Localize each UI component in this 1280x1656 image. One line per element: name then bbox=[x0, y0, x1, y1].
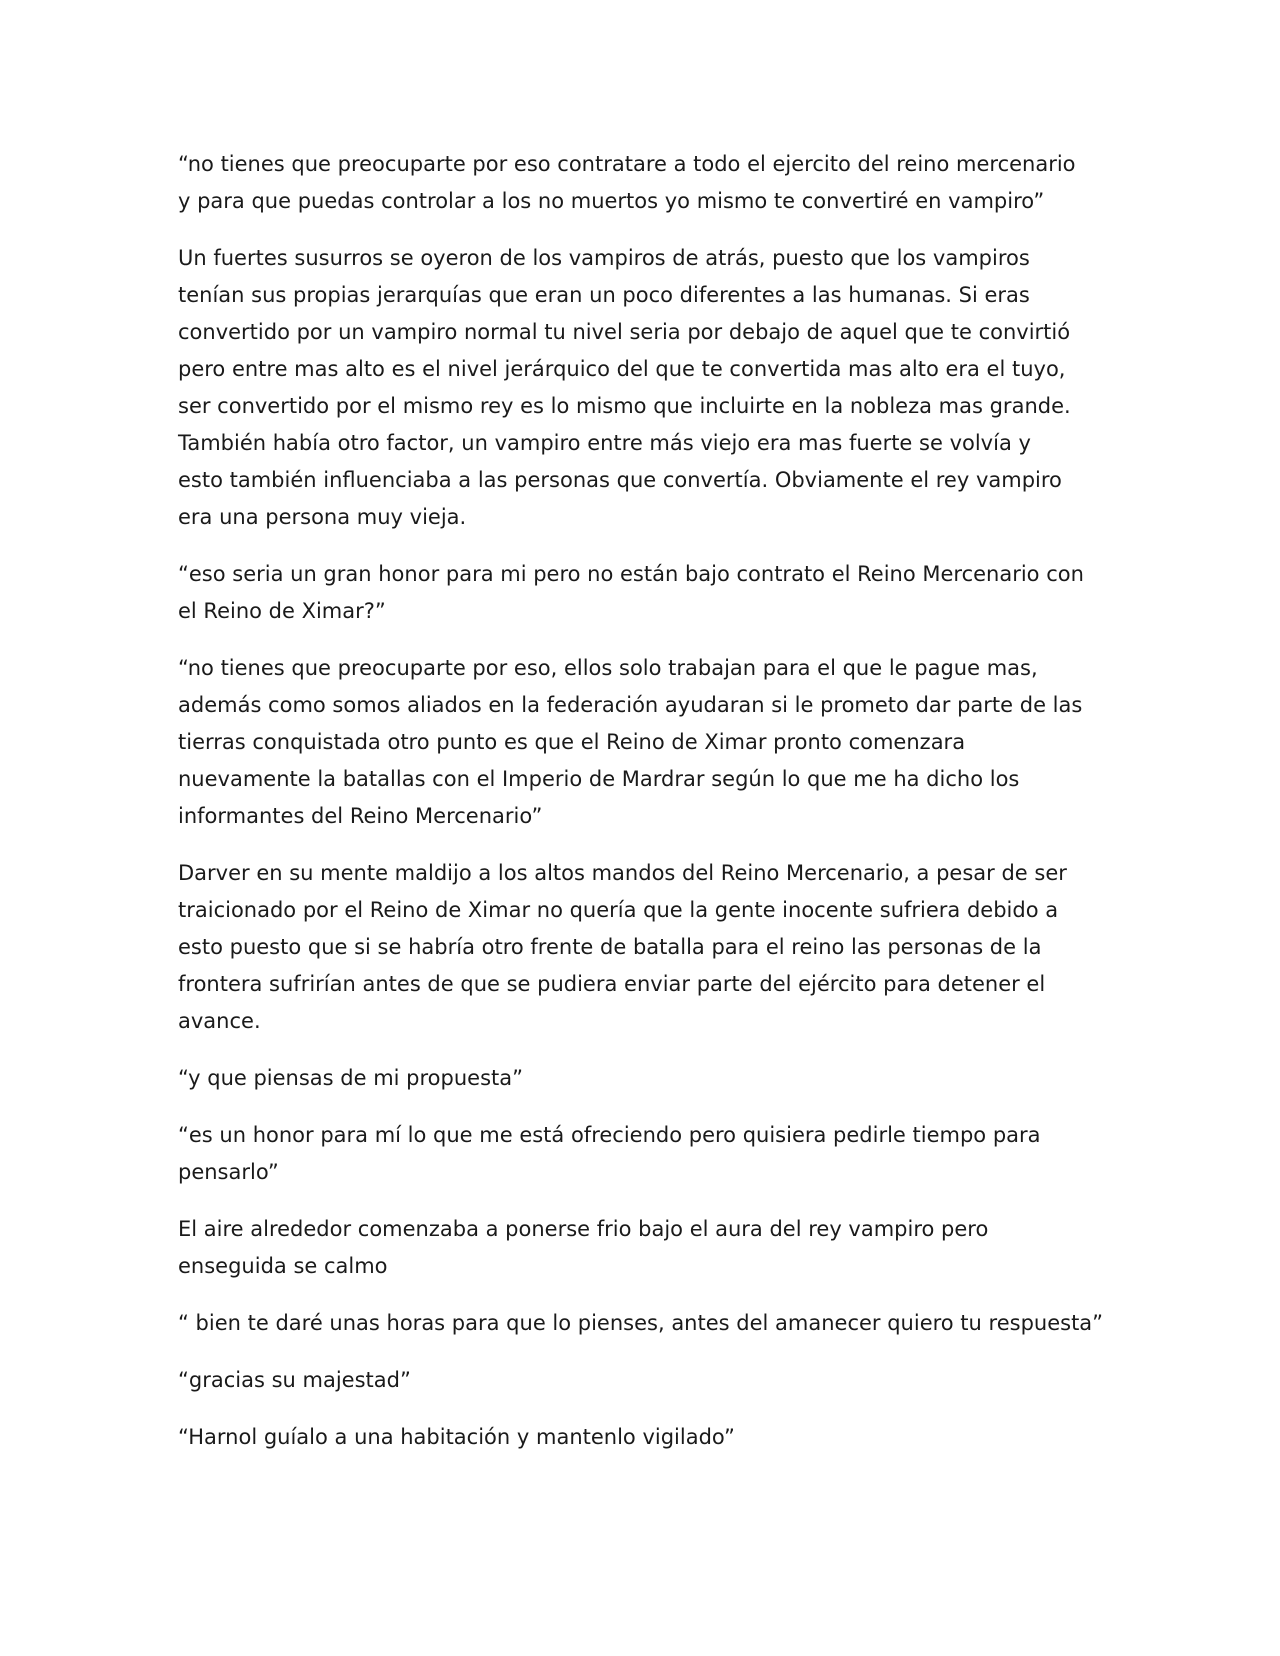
text-line: “Harnol guíalo a una habitación y mantenlo vigilado” bbox=[178, 1425, 735, 1449]
text-line: Darver en su mente maldijo a los altos mandos del Reino Mercenario, a pesar de ser bbox=[178, 861, 1067, 885]
text-line: “es un honor para mí lo que me está ofreciendo pero quisiera pedirle tiempo para bbox=[178, 1123, 1041, 1147]
text-line: avance. bbox=[178, 1009, 261, 1033]
paragraph bbox=[178, 146, 1108, 220]
text-line: Un fuertes susurros se oyeron de los vampiros de atrás, puesto que los vampiros bbox=[178, 246, 1030, 270]
text-line: traicionado por el Reino de Ximar no quería que la gente inocente sufriera debido a bbox=[178, 898, 1059, 922]
text-line: convertido por un vampiro normal tu nivel seria por debajo de aquel que te convirtió bbox=[178, 320, 1071, 344]
text-line: nuevamente la batallas con el Imperio de Mardrar según lo que me ha dicho los bbox=[178, 767, 1020, 791]
text-line: ser convertido por el mismo rey es lo mismo que incluirte en la nobleza mas grande. bbox=[178, 394, 1071, 418]
text-line: informantes del Reino Mercenario” bbox=[178, 804, 543, 828]
paragraph bbox=[178, 1305, 1108, 1342]
text-line: esto puesto que si se habría otro frente de batalla para el reino las personas de la bbox=[178, 935, 1042, 959]
text-line: “gracias su majestad” bbox=[178, 1368, 411, 1392]
text-line: tenían sus propias jerarquías que eran un poco diferentes a las humanas. Si eras bbox=[178, 283, 1030, 307]
text-line: tierras conquistada otro punto es que el Reino de Ximar pronto comenzara bbox=[178, 730, 966, 754]
paragraph bbox=[178, 556, 1108, 630]
text-line: El aire alrededor comenzaba a ponerse frio bajo el aura del rey vampiro pero bbox=[178, 1217, 989, 1241]
text-line: “no tienes que preocuparte por eso, ellos solo trabajan para el que le pague mas, bbox=[178, 656, 1038, 680]
text-line: “y que piensas de mi propuesta” bbox=[178, 1066, 524, 1090]
paragraph bbox=[178, 240, 1108, 536]
text-line: pensarlo” bbox=[178, 1160, 279, 1184]
text-line: “ bien te daré unas horas para que lo pienses, antes del amanecer quiero tu respuesta” bbox=[178, 1311, 1104, 1335]
text-line: esto también influenciaba a las personas que convertía. Obviamente el rey vampiro bbox=[178, 468, 1062, 492]
text-line: además como somos aliados en la federación ayudaran si le prometo dar parte de las bbox=[178, 693, 1083, 717]
paragraph bbox=[178, 650, 1108, 835]
paragraph bbox=[178, 1211, 1108, 1285]
text-line: También había otro factor, un vampiro entre más viejo era mas fuerte se volvía y bbox=[178, 431, 1031, 455]
text-line: pero entre mas alto es el nivel jerárquico del que te convertida mas alto era el tuyo, bbox=[178, 357, 1066, 381]
paragraph bbox=[178, 1362, 1108, 1399]
paragraph bbox=[178, 1117, 1108, 1191]
paragraph bbox=[178, 1060, 1108, 1097]
paragraph bbox=[178, 855, 1108, 1040]
text-line: “eso seria un gran honor para mi pero no están bajo contrato el Reino Mercenario con bbox=[178, 562, 1084, 586]
text-line: frontera sufrirían antes de que se pudiera enviar parte del ejército para detener el bbox=[178, 972, 1046, 996]
text-line: y para que puedas controlar a los no muertos yo mismo te convertiré en vampiro” bbox=[178, 189, 1045, 213]
document-body bbox=[178, 146, 1108, 1476]
text-line: “no tienes que preocuparte por eso contratare a todo el ejercito del reino mercenario bbox=[178, 152, 1076, 176]
text-line: enseguida se calmo bbox=[178, 1254, 388, 1278]
paragraph bbox=[178, 1419, 1108, 1456]
text-line: el Reino de Ximar?” bbox=[178, 599, 386, 623]
text-line: era una persona muy vieja. bbox=[178, 505, 467, 529]
